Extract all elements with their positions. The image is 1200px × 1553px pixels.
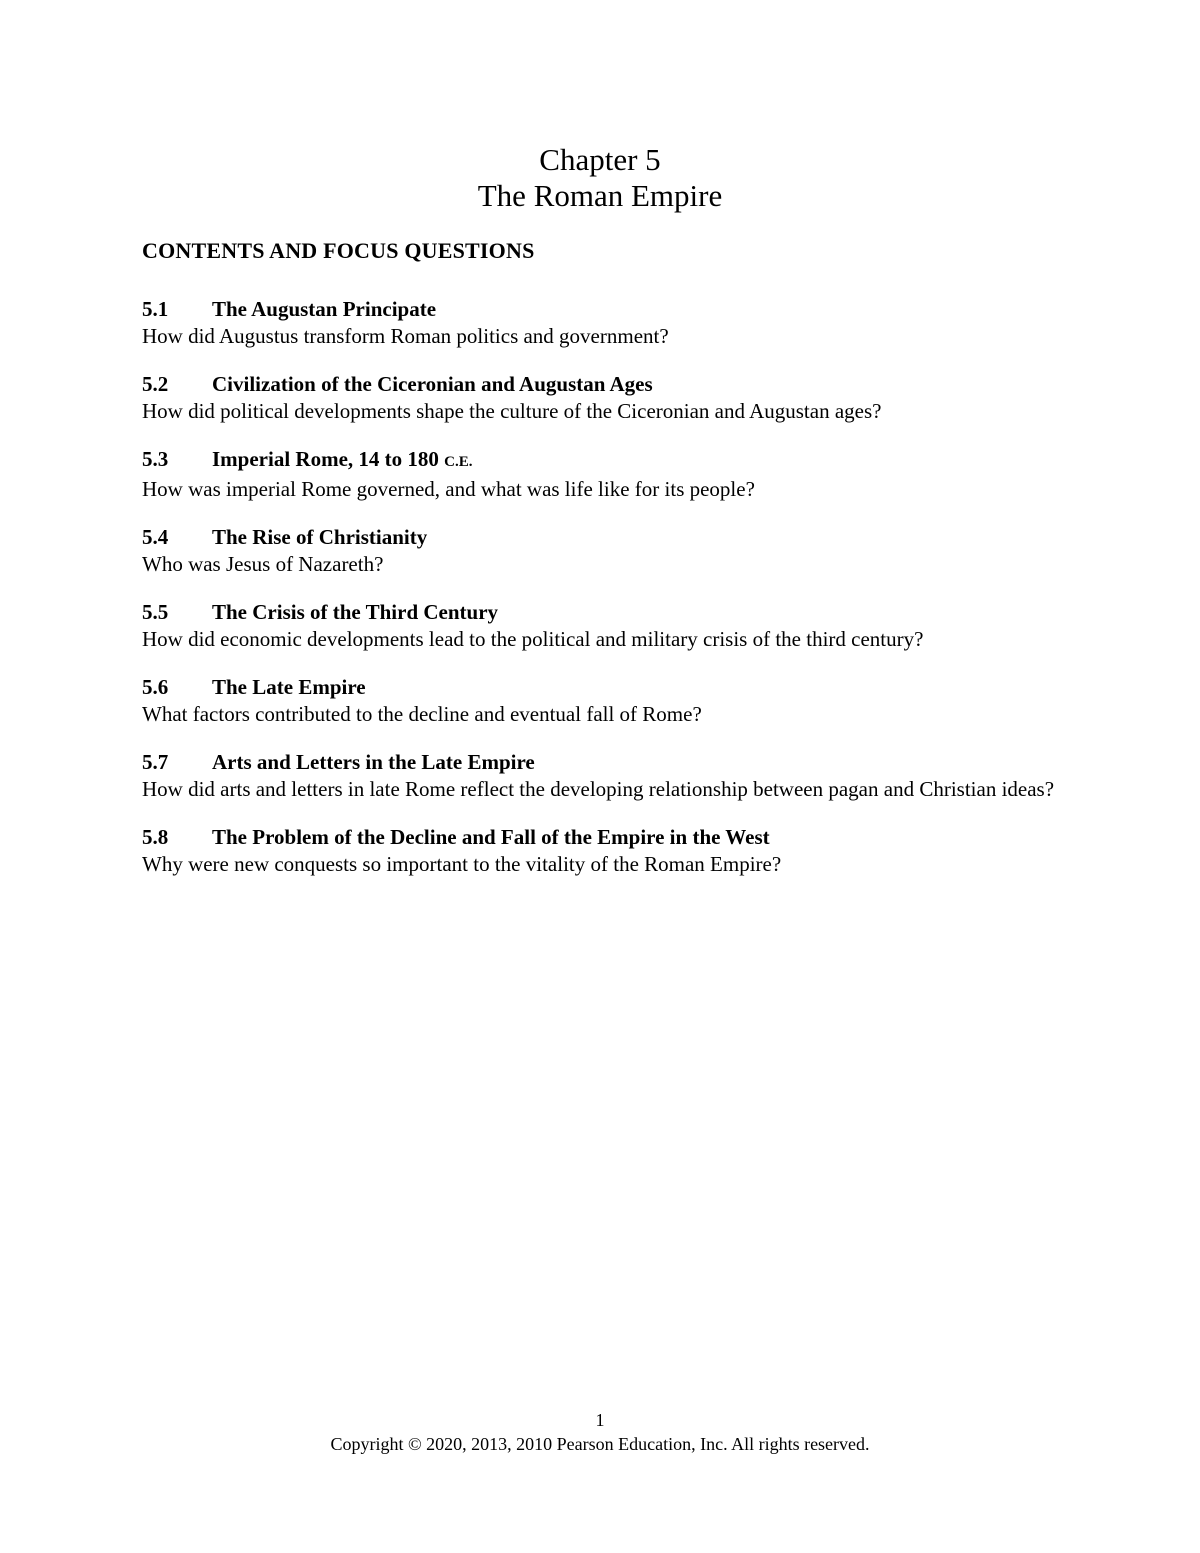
section-title: The Problem of the Decline and Fall of the Empire in the West	[212, 825, 770, 849]
section-heading	[142, 296, 1062, 323]
section-number: 5.5	[142, 600, 169, 624]
section-heading	[142, 371, 1062, 398]
section-number: 5.1	[142, 297, 169, 321]
focus-question: How was imperial Rome governed, and what was life like for its people?	[142, 477, 755, 501]
section-number: 5.8	[142, 825, 169, 849]
focus-question: Who was Jesus of Nazareth?	[142, 552, 384, 576]
contents-heading: CONTENTS AND FOCUS QUESTIONS	[142, 238, 535, 263]
focus-question: How did economic developments lead to the political and military crisis of the third century?	[142, 627, 924, 651]
focus-question: Why were new conquests so important to the vitality of the Roman Empire?	[142, 852, 782, 876]
focus-question: How did arts and letters in late Rome reflect the developing relationship between pagan and Christian ideas?	[142, 777, 1055, 801]
page-number: 1	[595, 1410, 605, 1430]
section-title: The Late Empire	[212, 675, 366, 699]
chapter-number: Chapter 5	[539, 142, 661, 177]
section-item	[142, 371, 1062, 425]
section-title: Arts and Letters in the Late Empire	[212, 750, 535, 774]
section-item	[142, 524, 1062, 578]
section-heading	[142, 674, 1062, 701]
section-item	[142, 824, 1062, 878]
section-heading	[142, 524, 1062, 551]
section-heading	[142, 446, 1062, 476]
copyright-notice: Copyright © 2020, 2013, 2010 Pearson Education, Inc. All rights reserved.	[330, 1434, 870, 1454]
focus-question: What factors contributed to the decline and eventual fall of Rome?	[142, 702, 702, 726]
section-heading	[142, 824, 1062, 851]
section-title-text: Imperial Rome, 14 to 180	[212, 447, 439, 471]
section-item	[142, 296, 1062, 350]
focus-question: How did Augustus transform Roman politics and government?	[142, 324, 669, 348]
chapter-name: The Roman Empire	[477, 178, 723, 213]
section-item	[142, 446, 1062, 503]
section-number: 5.6	[142, 675, 169, 699]
section-heading	[142, 749, 1062, 776]
section-title: The Rise of Christianity	[212, 525, 428, 549]
section-list	[142, 296, 1062, 899]
section-title: The Crisis of the Third Century	[212, 600, 499, 624]
section-number: 5.3	[142, 447, 169, 471]
section-title: Civilization of the Ciceronian and Augustan Ages	[212, 372, 653, 396]
section-heading	[142, 599, 1062, 626]
section-title: The Augustan Principate	[212, 297, 437, 321]
section-number: 5.7	[142, 750, 169, 774]
focus-question: How did political developments shape the culture of the Ciceronian and Augustan ages?	[142, 399, 882, 423]
section-number: 5.2	[142, 372, 169, 396]
section-title	[212, 446, 472, 476]
era-abbreviation: C.E.	[444, 454, 473, 470]
section-item	[142, 599, 1062, 653]
section-item	[142, 749, 1062, 803]
section-number: 5.4	[142, 525, 169, 549]
chapter-title	[0, 142, 1200, 214]
section-item	[142, 674, 1062, 728]
